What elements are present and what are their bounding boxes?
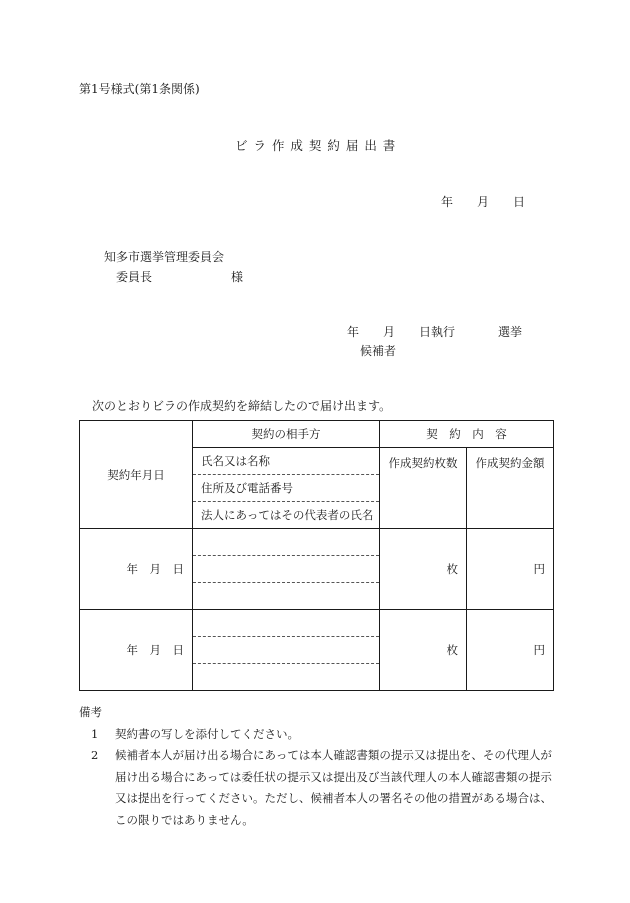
contract-table bbox=[79, 420, 554, 691]
election-date: 年 月 日執行 bbox=[347, 325, 456, 339]
header-contents: 契 約 内 容 bbox=[380, 421, 554, 448]
row1-rep-field[interactable] bbox=[193, 583, 380, 610]
row2-amount: 円 bbox=[467, 610, 554, 691]
note-text: 契約書の写しを添付してください。 bbox=[115, 726, 299, 741]
header-amount: 作成契約金額 bbox=[467, 448, 554, 529]
note-item-2 bbox=[79, 745, 553, 831]
row2-count: 枚 bbox=[380, 610, 467, 691]
form-style-label: 第1号様式(第1条関係) bbox=[79, 82, 200, 96]
form-title: ビ ラ 作 成 契 約 届 出 書 bbox=[235, 138, 397, 153]
notes-section bbox=[79, 702, 553, 831]
header-count: 作成契約枚数 bbox=[380, 448, 467, 529]
note-text: 候補者本人が届け出る場合にあっては本人確認書類の提示又は提出を、その代理人が届け出る場合にあっては委任状の提示又は提出及び当該代理人の本人確認書類の提示又は提出を行ってください。ただし、候補者本人の署名その他の措置がある場合は、この限りではありません。 bbox=[115, 748, 552, 827]
row2-name-field[interactable] bbox=[193, 610, 380, 637]
row2-address-field[interactable] bbox=[193, 637, 380, 664]
notes-heading: 備考 bbox=[79, 705, 102, 719]
row2-date: 年 月 日 bbox=[80, 610, 193, 691]
sub-header-address: 住所及び電話番号 bbox=[193, 475, 380, 502]
note-item-1 bbox=[79, 724, 553, 746]
submission-date: 年 月 日 bbox=[441, 195, 526, 209]
note-number: 1 bbox=[91, 726, 99, 741]
header-counterparty: 契約の相手方 bbox=[193, 421, 380, 448]
sub-header-name: 氏名又は名称 bbox=[193, 448, 380, 475]
intro-text: 次のとおりビラの作成契約を締結したので届け出ます。 bbox=[92, 399, 392, 413]
row2-rep-field[interactable] bbox=[193, 664, 380, 691]
recipient-org: 知多市選挙管理委員会 bbox=[104, 250, 225, 264]
recipient-honorific: 様 bbox=[231, 270, 244, 284]
recipient-title: 委員長 bbox=[116, 270, 153, 284]
row1-amount: 円 bbox=[467, 529, 554, 610]
sub-header-representative: 法人にあってはその代表者の氏名 bbox=[193, 502, 380, 529]
row1-name-field[interactable] bbox=[193, 529, 380, 556]
election-suffix: 選挙 bbox=[498, 325, 523, 339]
note-number: 2 bbox=[91, 748, 99, 762]
header-contract-date: 契約年月日 bbox=[80, 421, 193, 529]
row1-address-field[interactable] bbox=[193, 556, 380, 583]
row1-count: 枚 bbox=[380, 529, 467, 610]
row1-date: 年 月 日 bbox=[80, 529, 193, 610]
candidate-label: 候補者 bbox=[360, 344, 397, 358]
